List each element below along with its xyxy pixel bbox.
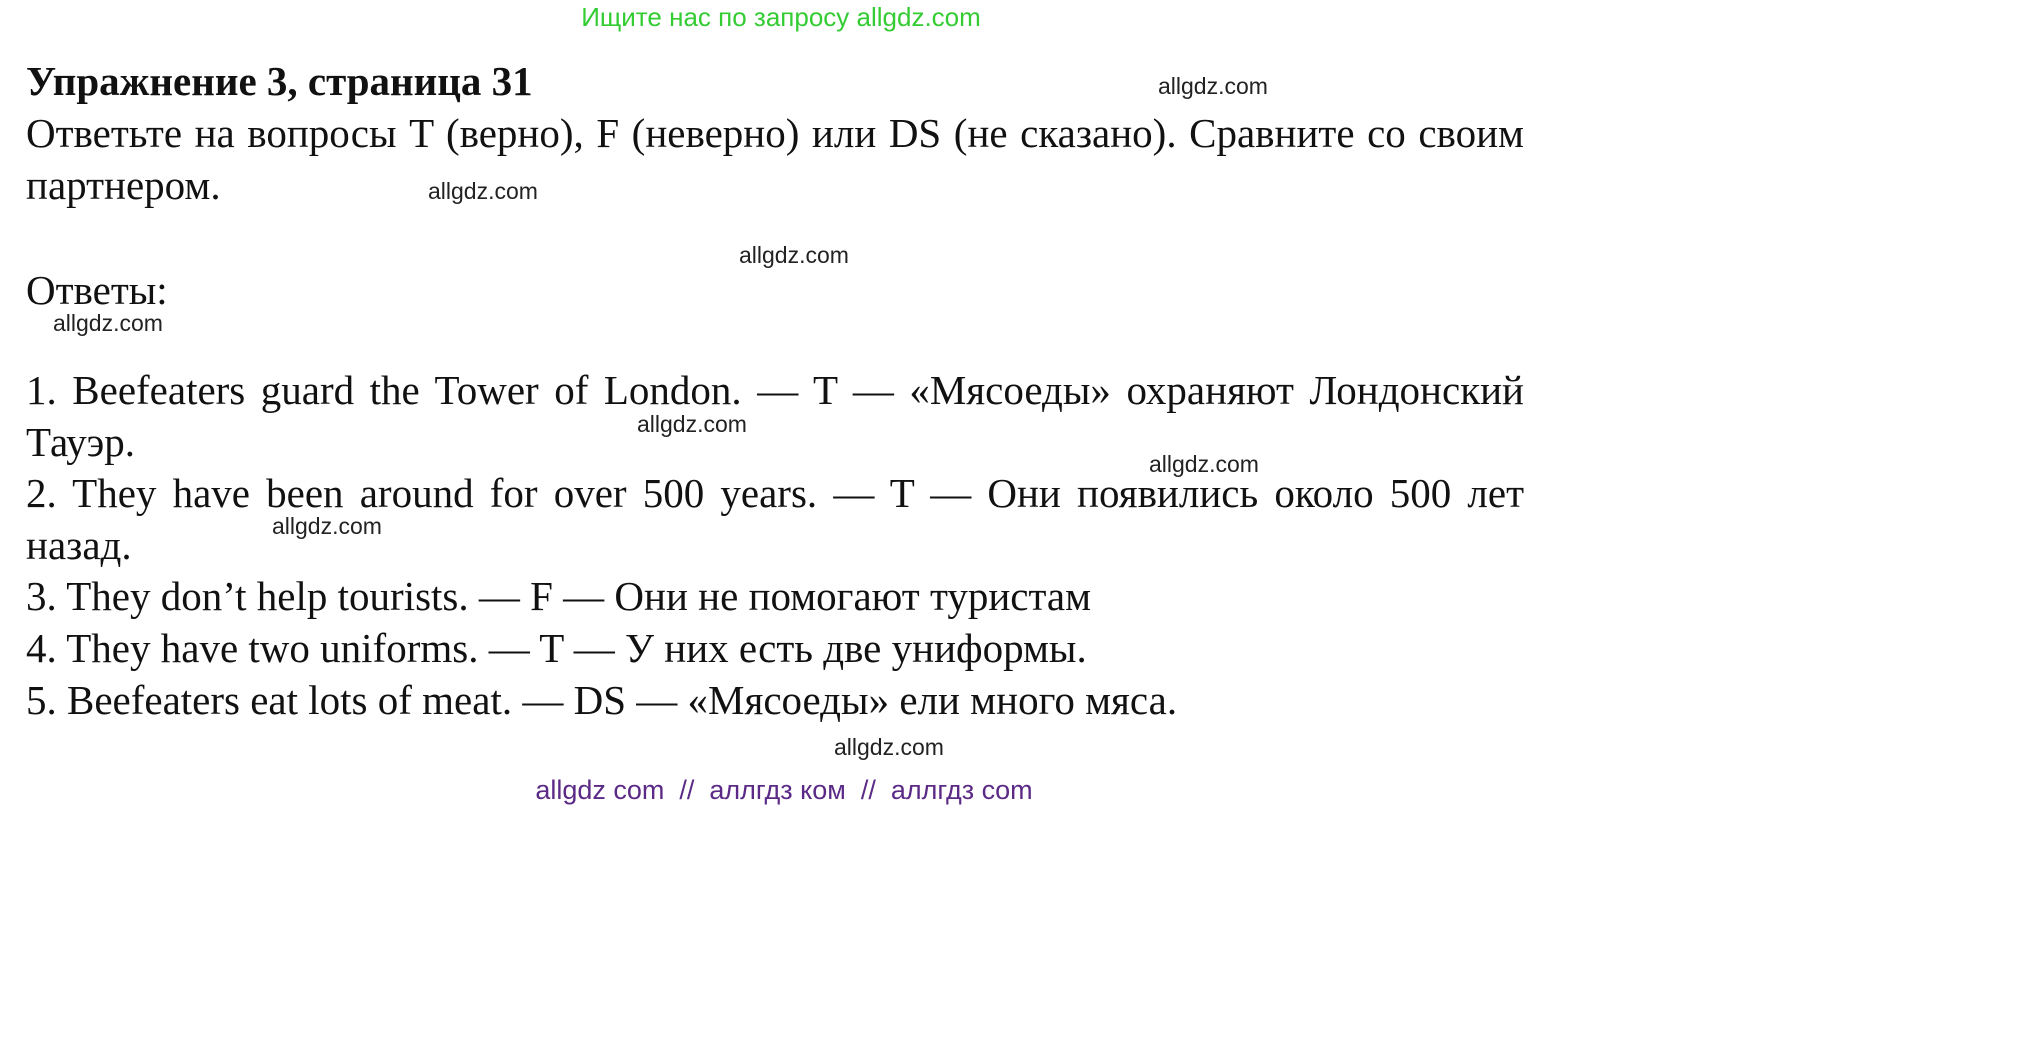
answer-item-4: 4. They have two uniforms. — T — У них есть две униформы. <box>26 624 1087 671</box>
page-title: Упражнение 3, страница 31 <box>26 58 533 104</box>
answer-item-2: 2. They have been around for over 500 years. — T — Они появились около 500 лет назад. <box>26 470 1524 568</box>
answer-item-1: 1. Beefeaters guard the Tower of London. — T — «Мясоеды» охраняют Лондонский Тауэр. <box>26 367 1524 465</box>
footer-links: allgdz com // аллгдз ком // аллгдз com <box>535 775 1033 805</box>
answers-list <box>26 365 1524 726</box>
search-banner: Ищите нас по запросу allgdz.com <box>581 2 981 32</box>
answers-heading: Ответы: <box>26 267 168 313</box>
watermark: allgdz.com <box>53 310 163 336</box>
watermark: allgdz.com <box>834 734 944 760</box>
watermark: allgdz.com <box>637 411 747 437</box>
watermark: allgdz.com <box>739 242 849 268</box>
exercise-instructions: Ответьте на вопросы T (верно), F (неверно) или DS (не сказано). Сравните со своим партнером. <box>26 110 1524 208</box>
watermark: allgdz.com <box>428 178 538 204</box>
answer-item-5: 5. Beefeaters eat lots of meat. — DS — «Мясоеды» ели много мяса. <box>26 676 1178 723</box>
answer-item-3: 3. They don’t help tourists. — F — Они не помогают туристам <box>26 573 1092 620</box>
watermark: allgdz.com <box>1149 451 1259 477</box>
watermark: allgdz.com <box>272 513 382 539</box>
watermark: allgdz.com <box>1158 73 1268 99</box>
